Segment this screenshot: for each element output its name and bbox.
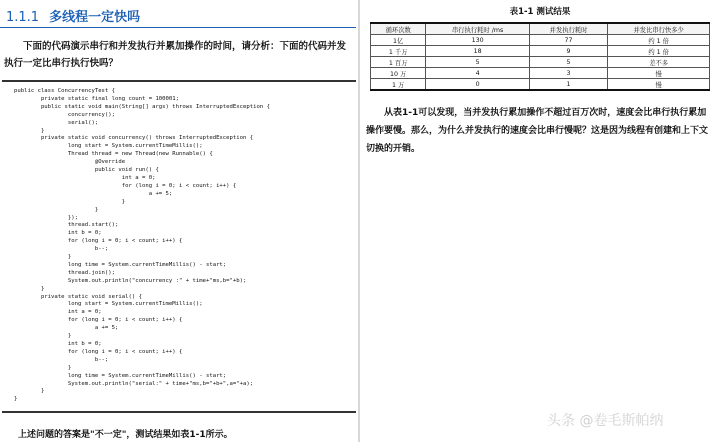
left-page xyxy=(0,0,358,442)
table-cell: 10 万 xyxy=(371,68,426,79)
table-cell: 1 百万 xyxy=(371,57,426,68)
right-page xyxy=(360,0,720,442)
code-top-rule xyxy=(2,80,356,82)
table-cell: 约 1 倍 xyxy=(608,46,710,57)
table-header-cell: 并发执行耗时 xyxy=(529,23,608,35)
table-cell: 9 xyxy=(529,46,608,57)
table-cell: 1 xyxy=(529,79,608,91)
table-cell: 77 xyxy=(529,35,608,46)
code-listing: public class ConcurrencyTest { private static final long count = 100001; public static void main(String[] args) throws InterruptedException { concurrency(); serial(); } private static void concurrency() throws InterruptedException { long start = System.currentTimeMillis(); Thread thread = new Thread(new Runnable() { @Override public void run() { int a = 0; for (long i = 0; i < count; i++) { a += 5; } } }); thread.start(); int b = 0; for (long i = 0; i < count; i++) { b--; } long time = System.currentTimeMillis() - start; thread.join(); System.out.println("concurrency :" + time+"ms,b="+b); } private static void serial() { long start = System.currentTimeMillis(); int a = 0; for (long i = 0; i < count; i++) { a += 5; } int b = 0; for (long i = 0; i < count; i++) { b--; } long time = System.currentTimeMillis() - start; System.out.println("serial:" + time+"ms,b="+b+",a="+a); } } xyxy=(14,88,270,403)
section-heading xyxy=(6,6,140,25)
table-cell: 3 xyxy=(529,68,608,79)
table-cell: 18 xyxy=(426,46,529,57)
answer-paragraph: 上述问题的答案是"不一定"，测试结果如表1-1所示。 xyxy=(18,430,233,440)
table-cell: 慢 xyxy=(608,68,710,79)
watermark: 头条 @卷毛斯帕纳 xyxy=(547,413,664,429)
table-cell: 慢 xyxy=(608,79,710,91)
table-row xyxy=(371,57,710,68)
table-row xyxy=(371,46,710,57)
table-row xyxy=(371,68,710,79)
code-bottom-rule xyxy=(2,411,356,413)
table-header-row xyxy=(371,23,710,35)
table-row xyxy=(371,35,710,46)
analysis-paragraph: 从表1-1可以发现，当并发执行累加操作不超过百万次时，速度会比串行执行累加操作要慢。那么，为什么并发执行的速度会比串行慢呢？这是因为线程有创建和上下文切换的开销。 xyxy=(366,108,709,154)
heading-rule xyxy=(0,27,356,28)
section-title: 多线程一定快吗 xyxy=(49,10,141,25)
table-caption: 表1-1 测试结果 xyxy=(509,7,571,17)
table-cell: 130 xyxy=(426,35,529,46)
table-cell: 1亿 xyxy=(371,35,426,46)
results-table xyxy=(370,22,710,91)
table-cell: 5 xyxy=(426,57,529,68)
section-number: 1.1.1 xyxy=(6,10,40,25)
table-header-cell: 并发比串行快多少 xyxy=(608,23,710,35)
table-cell: 差不多 xyxy=(608,57,710,68)
table-header-cell: 串行执行耗时 /ms xyxy=(426,23,529,35)
table-cell: 5 xyxy=(529,57,608,68)
table-header-cell: 循环次数 xyxy=(371,23,426,35)
table-cell: 1 千万 xyxy=(371,46,426,57)
intro-paragraph: 下面的代码演示串行和并发执行并累加操作的时间，请分析：下面的代码并发执行一定比串行执行快吗？ xyxy=(4,41,347,69)
table-cell: 约 1 倍 xyxy=(608,35,710,46)
table-cell: 4 xyxy=(426,68,529,79)
table-cell: 0 xyxy=(426,79,529,91)
table-cell: 1 万 xyxy=(371,79,426,91)
table-row xyxy=(371,79,710,91)
